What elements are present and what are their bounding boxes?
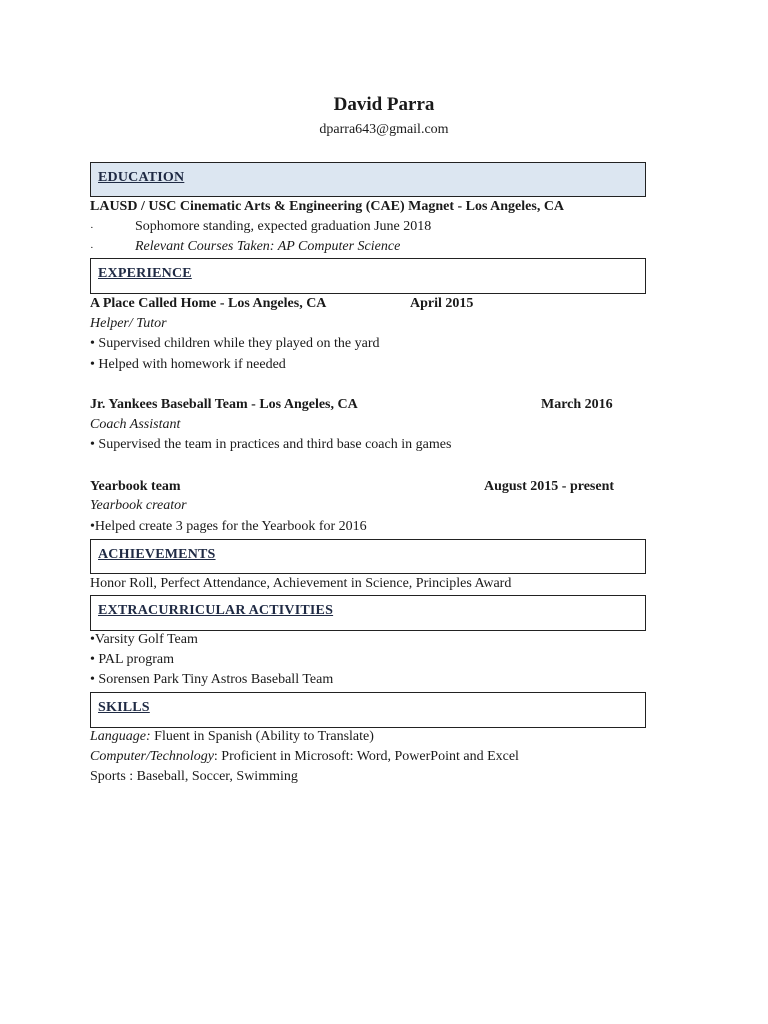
achievements-section-title: ACHIEVEMENTS: [98, 547, 216, 562]
education-section-header: [90, 162, 646, 197]
resume-email: dparra643@gmail.com: [319, 122, 449, 137]
job-role: Helper/ Tutor: [90, 316, 167, 331]
job-org: Yearbook team: [90, 479, 181, 494]
job-bullet: • Supervised the team in practices and third base coach in games: [90, 437, 452, 452]
job-bullet: •Helped create 3 pages for the Yearbook for 2016: [90, 519, 367, 534]
job-date: August 2015 - present: [484, 479, 615, 494]
extracurricular-section-header: [90, 595, 646, 631]
job-org: Jr. Yankees Baseball Team - Los Angeles, CA: [90, 397, 358, 412]
experience-section-title: EXPERIENCE: [98, 266, 192, 281]
education-courses: Relevant Courses Taken: AP Computer Science: [135, 239, 401, 254]
skills-sports: Sports : Baseball, Soccer, Swimming: [90, 769, 298, 784]
job-role: Yearbook creator: [90, 498, 187, 513]
job-bullet: • Supervised children while they played on the yard: [90, 336, 380, 351]
skills-language-value: Fluent in Spanish (Ability to Translate): [150, 729, 374, 744]
extracurricular-section-title: EXTRACURRICULAR ACTIVITIES: [98, 603, 334, 618]
experience-section-header: [90, 258, 646, 294]
education-bullet-marker-1: ·: [90, 222, 94, 234]
extracurricular-item: • PAL program: [90, 652, 174, 667]
achievements-section-header: [90, 539, 646, 574]
job-bullet: • Helped with homework if needed: [90, 357, 286, 372]
education-standing: Sophomore standing, expected graduation June 2018: [135, 219, 432, 234]
education-bullet-marker-2: ·: [90, 242, 94, 254]
skills-section-title: SKILLS: [98, 700, 150, 715]
skills-language-label: Language:: [90, 729, 151, 744]
extracurricular-item: • Sorensen Park Tiny Astros Baseball Team: [90, 672, 334, 687]
skills-tech-value: : Proficient in Microsoft: Word, PowerPoint and Excel: [213, 749, 519, 764]
resume-name: David Parra: [333, 94, 435, 115]
job-org: A Place Called Home - Los Angeles, CA: [90, 296, 327, 311]
job-date: March 2016: [541, 397, 613, 412]
education-school: LAUSD / USC Cinematic Arts & Engineering (CAE) Magnet - Los Angeles, CA: [90, 199, 565, 214]
education-section-title: EDUCATION: [98, 170, 185, 185]
skills-tech-label: Computer/Technology: [90, 749, 214, 764]
extracurricular-item: •Varsity Golf Team: [90, 632, 198, 647]
skills-section-header: [90, 692, 646, 728]
skills-tech: [90, 749, 519, 765]
job-role: Coach Assistant: [90, 417, 181, 432]
skills-language: [90, 729, 374, 745]
job-date: April 2015: [410, 296, 474, 311]
achievements-text: Honor Roll, Perfect Attendance, Achievement in Science, Principles Award: [90, 576, 512, 591]
